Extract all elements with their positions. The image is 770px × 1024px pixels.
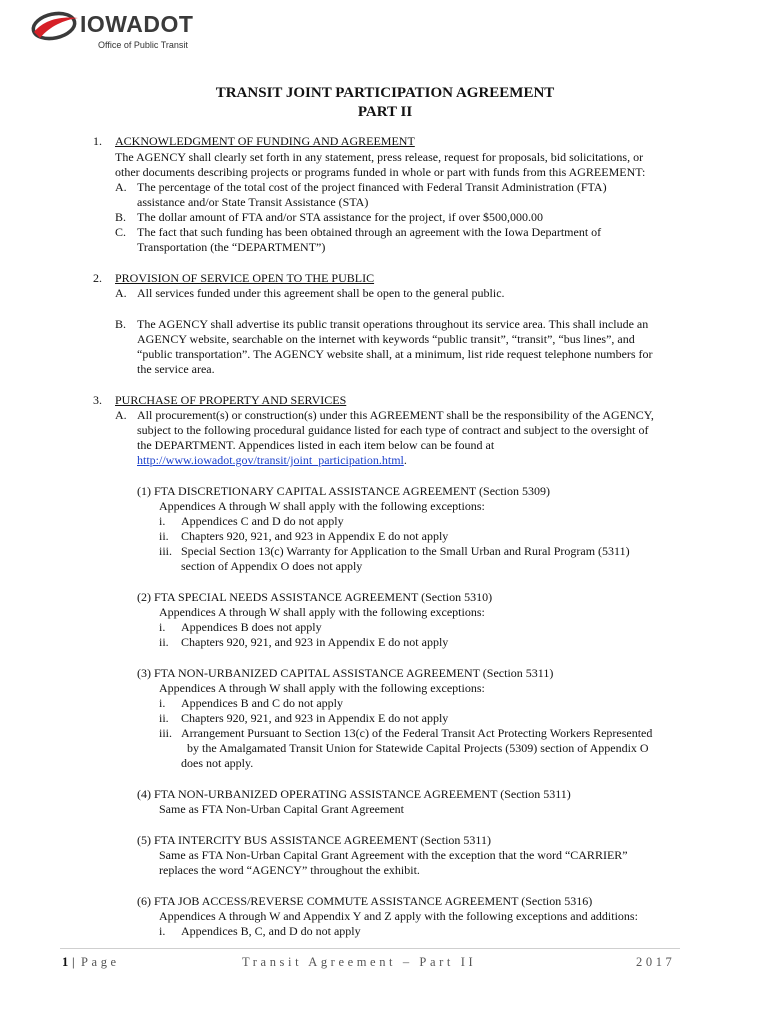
- section-2-item-b: The AGENCY shall advertise its public transit operations throughout its service area. This shall include an: [137, 317, 649, 331]
- item-2-exception: Appendices B does not apply: [181, 620, 322, 634]
- roman-label: ii.: [159, 635, 169, 649]
- footer-divider: [60, 948, 680, 949]
- section-2-item-a: All services funded under this agreement shall be open to the general public.: [137, 286, 505, 300]
- roman-label: iii.: [159, 726, 173, 740]
- section-3-item-a: All procurement(s) or construction(s) under this AGREEMENT shall be the responsibility of the AGENCY,: [137, 408, 654, 422]
- section-2-item-b: “public transportation”. The AGENCY website shall, at a minimum, list ride request telephone numbers for: [137, 347, 653, 361]
- section-2-item-label: A.: [115, 286, 127, 300]
- section-1-item-c: Transportation (the “DEPARTMENT”): [137, 240, 326, 254]
- item-5-text: Same as FTA Non-Urban Capital Grant Agreement with the exception that the word “CARRIER”: [159, 848, 628, 862]
- item-6-exception: Appendices B, C, and D do not apply: [181, 924, 361, 938]
- roman-label: iii.: [159, 544, 173, 558]
- section-1-item-c: The fact that such funding has been obtained through an agreement with the Iowa Department of: [137, 225, 602, 239]
- roman-label: ii.: [159, 711, 169, 725]
- roman-label: ii.: [159, 529, 169, 543]
- section-1-number: 1.: [93, 134, 102, 148]
- roman-label: i.: [159, 696, 166, 710]
- item-2-title: (2) FTA SPECIAL NEEDS ASSISTANCE AGREEMENT (Section 5310): [137, 590, 493, 604]
- item-1-exception: Special Section 13(c) Warranty for Application to the Small Urban and Rural Program (5311): [181, 544, 630, 558]
- item-2-intro: Appendices A through W shall apply with the following exceptions:: [159, 605, 485, 619]
- item-2-exception: Chapters 920, 921, and 923 in Appendix E do not apply: [181, 635, 449, 649]
- section-1-item-a: The percentage of the total cost of the project financed with Federal Transit Administration (FTA): [137, 180, 607, 194]
- section-2-number: 2.: [93, 271, 102, 285]
- item-1-intro: Appendices A through W shall apply with the following exceptions:: [159, 499, 485, 513]
- section-1-text: other documents describing projects or programs funded in whole or part with funds from this AGREEMENT:: [115, 165, 646, 179]
- item-1-exception: section of Appendix O does not apply: [181, 559, 363, 573]
- item-4-text: Same as FTA Non-Urban Capital Grant Agreement: [159, 802, 404, 816]
- roman-label: i.: [159, 924, 166, 938]
- section-1-item-label: A.: [115, 180, 127, 194]
- item-3-exception: Appendices B and C do not apply: [181, 696, 343, 710]
- item-1-title: (1) FTA DISCRETIONARY CAPITAL ASSISTANCE AGREEMENT (Section 5309): [137, 484, 551, 498]
- section-1-item-label: C.: [115, 225, 127, 239]
- section-1-text: The AGENCY shall clearly set forth in any statement, press release, request for proposals, bid solicitations, or: [115, 150, 644, 164]
- document-subtitle: PART II: [357, 104, 413, 120]
- footer-page-number: 1: [62, 955, 69, 969]
- section-1-item-a: assistance and/or State Transit Assistance (STA): [137, 195, 369, 209]
- item-4-title: (4) FTA NON-URBANIZED OPERATING ASSISTANCE AGREEMENT (Section 5311): [137, 787, 571, 801]
- item-1-exception: Chapters 920, 921, and 923 in Appendix E do not apply: [181, 529, 449, 543]
- item-5-text: replaces the word “AGENCY” throughout the exhibit.: [159, 863, 420, 877]
- appendix-link-line: [137, 453, 407, 468]
- item-3-intro: Appendices A through W shall apply with the following exceptions:: [159, 681, 485, 695]
- item-1-exception: Appendices C and D do not apply: [181, 514, 344, 528]
- item-3-exception: Chapters 920, 921, and 923 in Appendix E do not apply: [181, 711, 449, 725]
- section-3-item-a: subject to the following procedural guidance listed for each type of contract and subject to the oversight of: [137, 423, 649, 437]
- footer-page-word: Page: [81, 955, 120, 969]
- section-2-heading: PROVISION OF SERVICE OPEN TO THE PUBLIC: [115, 271, 375, 285]
- logo-subtitle: Office of Public Transit: [98, 40, 188, 50]
- item-6-title: (6) FTA JOB ACCESS/REVERSE COMMUTE ASSISTANCE AGREEMENT (Section 5316): [137, 894, 593, 908]
- section-2-item-label: B.: [115, 317, 127, 331]
- section-2-item-b: AGENCY website, searchable on the internet with keywords “public transit”, “transit”, “bus lines”, and: [137, 332, 635, 346]
- roman-label: i.: [159, 514, 166, 528]
- section-1-item-b: The dollar amount of FTA and/or STA assistance for the project, if over $500,000.00: [137, 210, 543, 224]
- item-3-exception: Arrangement Pursuant to Section 13(c) of the Federal Transit Act Protecting Workers Represented: [181, 726, 653, 740]
- iowa-dot-swoosh-icon: [30, 10, 82, 44]
- link-period: .: [403, 453, 407, 467]
- item-3-exception: does not apply.: [181, 756, 254, 770]
- footer-separator: |: [72, 955, 75, 969]
- footer-year: 2017: [636, 955, 676, 969]
- item-3-exception: by the Amalgamated Transit Union for Statewide Capital Projects (5309) section of Appendix O: [187, 741, 649, 755]
- section-3-number: 3.: [93, 393, 102, 407]
- section-1-heading: ACKNOWLEDGMENT OF FUNDING AND AGREEMENT: [115, 134, 415, 148]
- document-title: TRANSIT JOINT PARTICIPATION AGREEMENT: [215, 85, 555, 101]
- iowa-dot-logo: [30, 10, 210, 48]
- roman-label: i.: [159, 620, 166, 634]
- footer-title: Transit Agreement – Part II: [242, 955, 477, 969]
- item-6-intro: Appendices A through W and Appendix Y and Z apply with the following exceptions and additions:: [159, 909, 638, 923]
- logo-name: IOWADOT: [80, 11, 194, 37]
- section-3-item-label: A.: [115, 408, 127, 422]
- appendix-link[interactable]: http://www.iowadot.gov/transit/joint_participation.html: [137, 453, 404, 467]
- section-2-item-b: the service area.: [137, 362, 215, 376]
- item-3-title: (3) FTA NON-URBANIZED CAPITAL ASSISTANCE AGREEMENT (Section 5311): [137, 666, 554, 680]
- item-5-title: (5) FTA INTERCITY BUS ASSISTANCE AGREEMENT (Section 5311): [137, 833, 491, 847]
- section-3-item-a: the DEPARTMENT. Appendices listed in each item below can be found at: [137, 438, 495, 452]
- section-1-item-label: B.: [115, 210, 127, 224]
- section-3-heading: PURCHASE OF PROPERTY AND SERVICES: [115, 393, 347, 407]
